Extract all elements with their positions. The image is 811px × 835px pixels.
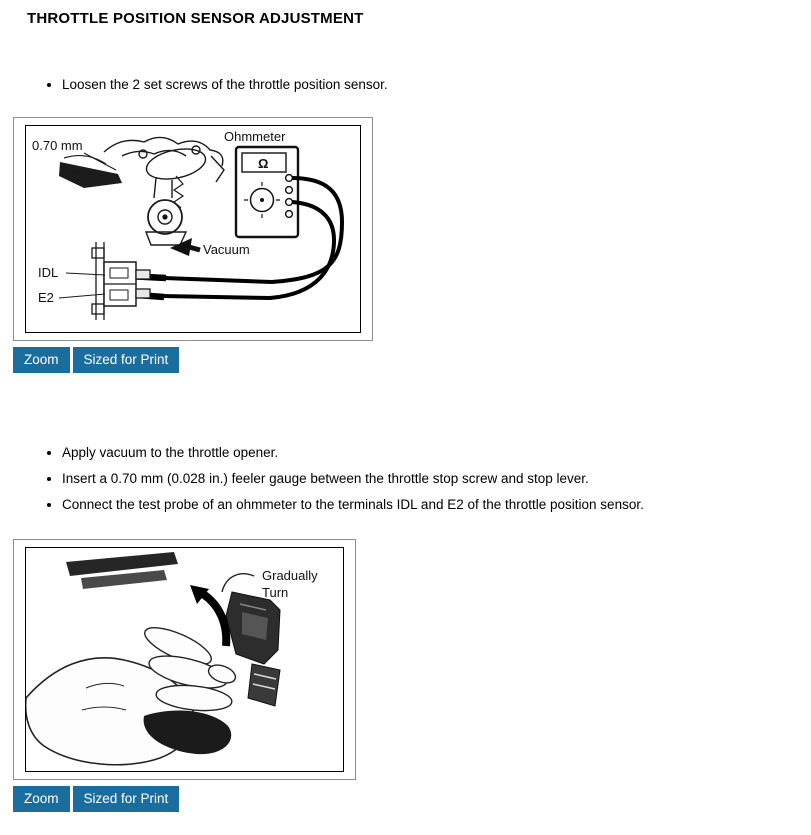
gradually-label: Gradually: [262, 568, 318, 583]
feeler-gauge-leader-line: [84, 153, 116, 170]
e2-leader-line: [59, 294, 105, 298]
vacuum-arrow: [170, 238, 200, 256]
ohmmeter-label: Ohmmeter: [224, 129, 286, 144]
instruction-list-top: [13, 77, 798, 93]
vacuum-label: Vacuum: [203, 242, 250, 257]
sensor-hub: [162, 214, 167, 219]
idl-leader-line: [66, 273, 105, 275]
ohm-symbol: Ω: [258, 156, 269, 171]
sized-for-print-button[interactable]: Sized for Print: [73, 786, 180, 812]
instruction-item: • Insert a 0.70 mm (0.028 in.) feeler gauge between the throttle stop screw and stop lever.: [62, 471, 798, 487]
figure-gradually-turn: [13, 539, 356, 780]
throttle-body-drawing: [104, 137, 224, 245]
sized-for-print-button[interactable]: Sized for Print: [73, 347, 180, 373]
instruction-item: • Apply vacuum to the throttle opener.: [62, 445, 798, 461]
page-title: THROTTLE POSITION SENSOR ADJUSTMENT: [27, 10, 364, 27]
zoom-button[interactable]: Zoom: [13, 347, 70, 373]
instruction-list-bottom: [13, 445, 798, 513]
test-lead-cables: [124, 178, 342, 298]
gradually-turn-illustration: [25, 547, 344, 772]
terminal-e2-label: E2: [38, 290, 54, 305]
rotation-arrow: [190, 585, 226, 646]
turn-label: Turn: [262, 585, 289, 600]
instruction-item: • Connect the test probe of an ohmmeter to the terminals IDL and E2 of the throttle position sensor.: [62, 497, 798, 513]
figure-2-actions: [13, 786, 798, 812]
connector-drawing: [92, 242, 150, 320]
terminal-idl-label: IDL: [38, 265, 59, 280]
zoom-button[interactable]: Zoom: [13, 786, 70, 812]
sensor-wiring-illustration: [25, 125, 361, 333]
figure-1-actions: [13, 347, 798, 373]
feeler-gauge-label: 0.70 mm: [32, 138, 83, 153]
hand-feeler-gauge-drawing: [59, 156, 122, 188]
sensor-drawing: [226, 592, 280, 706]
bracket-drawing: [66, 552, 178, 589]
figure-sensor-wiring: [13, 117, 373, 341]
instruction-item: • Loosen the 2 set screws of the throttle position sensor.: [62, 77, 798, 93]
